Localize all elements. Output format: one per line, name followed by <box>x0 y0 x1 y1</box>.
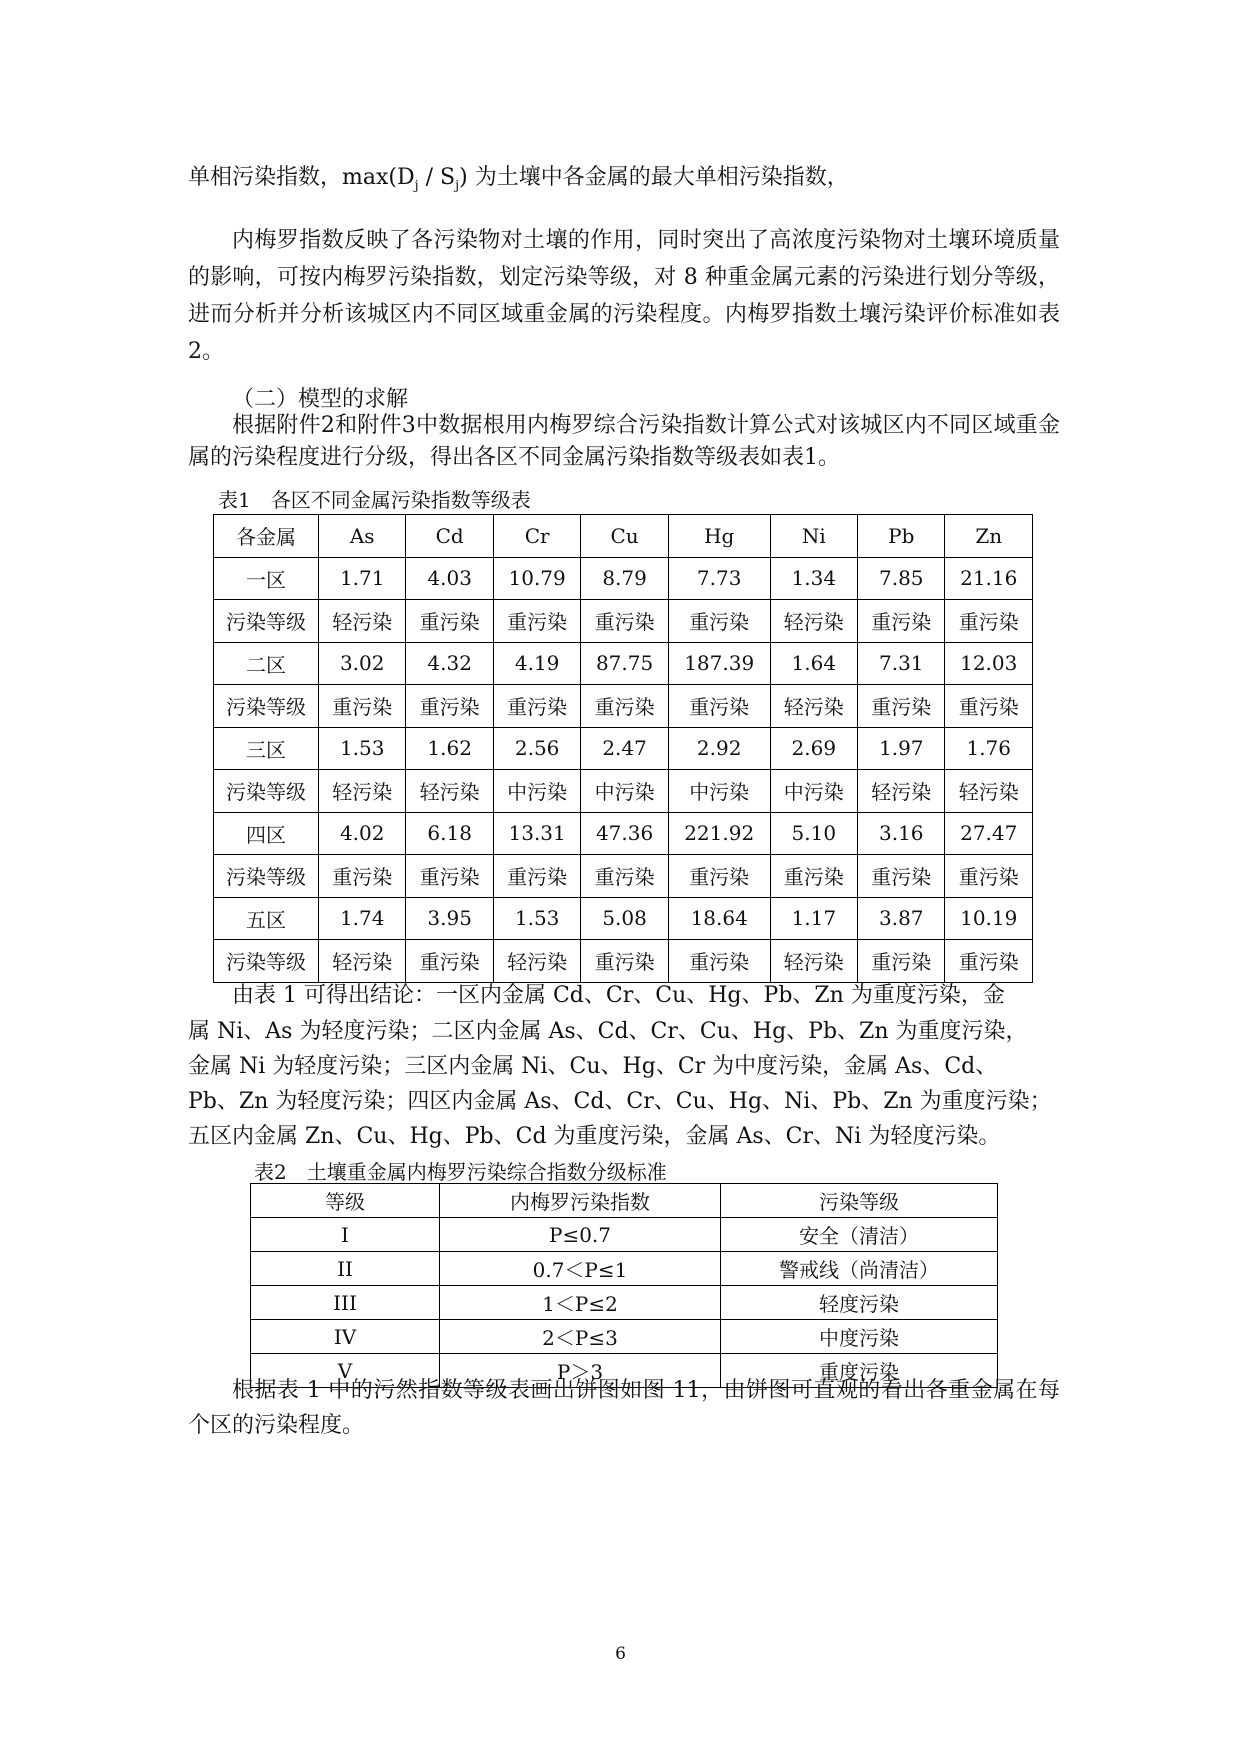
table-header-cell: 内梅罗污染指数 <box>440 1184 721 1218</box>
table-row <box>214 897 1033 940</box>
table-cell: 重污染 <box>493 600 580 643</box>
table-cell: 7.31 <box>858 642 945 685</box>
table-cell: 1.17 <box>770 897 857 940</box>
table-cell: 重污染 <box>668 685 770 728</box>
table-cell: 2.92 <box>668 727 770 770</box>
nemerow-grading-standard-table <box>250 1183 998 1388</box>
table-cell: 五区 <box>214 897 319 940</box>
table-cell: 重污染 <box>406 940 493 983</box>
table-cell: 21.16 <box>945 557 1033 600</box>
table-cell: 中度污染 <box>721 1320 998 1354</box>
table-cell: P≤0.7 <box>440 1218 721 1252</box>
table-row <box>214 812 1033 855</box>
table-cell: 7.85 <box>858 557 945 600</box>
table-cell: 重污染 <box>858 600 945 643</box>
table-cell: 中污染 <box>581 770 668 813</box>
table-cell: 轻度污染 <box>721 1286 998 1320</box>
table-cell: 47.36 <box>581 812 668 855</box>
table-cell: 6.18 <box>406 812 493 855</box>
table-cell: 重污染 <box>668 940 770 983</box>
table-cell: 2.47 <box>581 727 668 770</box>
table-cell: 1.71 <box>319 557 406 600</box>
conclusion-line: Pb、Zn 为轻度污染；四区内金属 As、Cd、Cr、Cu、Hg、Ni、Pb、Zn 为重度污染； <box>188 1089 1052 1114</box>
table-cell: 四区 <box>214 812 319 855</box>
table-cell: 重污染 <box>319 855 406 898</box>
table-cell: 警戒线（尚清洁） <box>721 1252 998 1286</box>
metal-pollution-index-table <box>213 514 1033 983</box>
table-cell: 4.02 <box>319 812 406 855</box>
table-cell: 3.02 <box>319 642 406 685</box>
table-cell: 污染等级 <box>214 600 319 643</box>
table-row <box>214 600 1033 643</box>
table-cell: 轻污染 <box>493 940 580 983</box>
table-cell: 8.79 <box>581 557 668 600</box>
table-cell: IV <box>251 1320 440 1354</box>
table-cell: V <box>251 1354 440 1388</box>
table-cell: 重污染 <box>319 685 406 728</box>
table-header-cell: Hg <box>668 515 770 558</box>
table-header-cell: Cu <box>581 515 668 558</box>
table-header-cell: Ni <box>770 515 857 558</box>
paragraph-top <box>188 160 849 193</box>
table-cell: 10.19 <box>945 897 1033 940</box>
table-header-cell: 污染等级 <box>721 1184 998 1218</box>
conclusion-line: 金属 Ni 为轻度污染；三区内金属 Ni、Cu、Hg、Cr 为中度污染，金属 As、Cd、 <box>188 1054 998 1079</box>
table-cell: 2.56 <box>493 727 580 770</box>
table-cell: II <box>251 1252 440 1286</box>
paragraph-nemerow-intro: 内梅罗指数反映了各污染物对土壤的作用，同时突出了高浓度污染物对土壤环境质量的影响，可按内梅罗污染指数，划定污染等级，对 8 种重金属元素的污染进行划分等级，进而分析并分析该城区内不同区域重金属的污染程度。内梅罗指数土壤污染评价标准如表 2。 <box>188 228 1060 364</box>
table-cell: 2＜P≤3 <box>440 1320 721 1354</box>
table-cell: 87.75 <box>581 642 668 685</box>
table-cell: P＞3 <box>440 1354 721 1388</box>
table-cell: 0.7＜P≤1 <box>440 1252 721 1286</box>
table-cell: 重污染 <box>945 940 1033 983</box>
table-cell: 重污染 <box>406 855 493 898</box>
table-cell: 重污染 <box>858 940 945 983</box>
paragraph-model-solution: 根据附件2和附件3中数据根用内梅罗综合污染指数计算公式对该城区内不同区域重金属的污染程度进行分级，得出各区不同金属污染指数等级表如表1。 <box>188 413 1060 470</box>
table-cell: 重污染 <box>858 685 945 728</box>
table-cell: 重污染 <box>945 600 1033 643</box>
table-header-cell: 各金属 <box>214 515 319 558</box>
table-row <box>214 727 1033 770</box>
table-cell: 3.95 <box>406 897 493 940</box>
table-cell: 1.64 <box>770 642 857 685</box>
table-cell: 27.47 <box>945 812 1033 855</box>
table-cell: 1.97 <box>858 727 945 770</box>
table-cell: 污染等级 <box>214 940 319 983</box>
table-cell: 轻污染 <box>770 940 857 983</box>
table-cell: 二区 <box>214 642 319 685</box>
table-cell: 重污染 <box>581 940 668 983</box>
table2-caption: 表2 土壤重金属内梅罗污染综合指数分级标准 <box>254 1160 667 1184</box>
table-cell: 2.69 <box>770 727 857 770</box>
max-ratio-formula: $\max(D_j / S_j)$ <box>342 165 468 194</box>
table-cell: 221.92 <box>668 812 770 855</box>
table-cell: 7.73 <box>668 557 770 600</box>
table-cell: 重污染 <box>858 855 945 898</box>
table-cell: 轻污染 <box>770 685 857 728</box>
table-cell: 中污染 <box>493 770 580 813</box>
table-cell: 重污染 <box>945 685 1033 728</box>
table-cell: 18.64 <box>668 897 770 940</box>
table-cell: 轻污染 <box>770 600 857 643</box>
table-cell: 5.10 <box>770 812 857 855</box>
page-number: 6 <box>615 1644 626 1664</box>
table-header-cell: As <box>319 515 406 558</box>
table-cell: 轻污染 <box>858 770 945 813</box>
table-cell: 污染等级 <box>214 770 319 813</box>
table-cell: 1.53 <box>319 727 406 770</box>
table-cell: 1＜P≤2 <box>440 1286 721 1320</box>
table-cell: 污染等级 <box>214 685 319 728</box>
paragraph-top-after: 为土壤中各金属的最大单相污染指数， <box>467 165 849 190</box>
table-cell: 轻污染 <box>406 770 493 813</box>
table-header-cell: 等级 <box>251 1184 440 1218</box>
table-header-cell: Zn <box>945 515 1033 558</box>
table-cell: 3.16 <box>858 812 945 855</box>
table-cell: I <box>251 1218 440 1252</box>
conclusion-line: 由表 1 可得出结论：一区内金属 Cd、Cr、Cu、Hg、Pb、Zn 为重度污染，金 <box>232 983 1005 1008</box>
table-cell: 1.62 <box>406 727 493 770</box>
table-cell: 1.34 <box>770 557 857 600</box>
table-cell: 重污染 <box>406 600 493 643</box>
table-cell: 1.74 <box>319 897 406 940</box>
table-row <box>214 557 1033 600</box>
table-cell: 10.79 <box>493 557 580 600</box>
table-cell: 重污染 <box>493 685 580 728</box>
table-row <box>251 1286 998 1320</box>
table-cell: 中污染 <box>668 770 770 813</box>
table-cell: III <box>251 1286 440 1320</box>
table-cell: 187.39 <box>668 642 770 685</box>
table-cell: 重污染 <box>581 855 668 898</box>
conclusion-line: 属 Ni、As 为轻度污染；二区内金属 As、Cd、Cr、Cu、Hg、Pb、Zn 为重度污染， <box>188 1019 1028 1044</box>
table-cell: 5.08 <box>581 897 668 940</box>
table-row <box>251 1320 998 1354</box>
table-row <box>214 685 1033 728</box>
table-cell: 13.31 <box>493 812 580 855</box>
table-row <box>251 1218 998 1252</box>
table-cell: 重污染 <box>770 855 857 898</box>
table-row <box>214 940 1033 983</box>
table-cell: 轻污染 <box>319 770 406 813</box>
table-row <box>214 642 1033 685</box>
table-header-cell: Pb <box>858 515 945 558</box>
table-cell: 轻污染 <box>319 940 406 983</box>
table-cell: 重污染 <box>668 855 770 898</box>
table-cell: 4.32 <box>406 642 493 685</box>
table-cell: 3.87 <box>858 897 945 940</box>
table-cell: 安全（清洁） <box>721 1218 998 1252</box>
table-header-row <box>214 515 1033 558</box>
table-cell: 三区 <box>214 727 319 770</box>
table-cell: 轻污染 <box>319 600 406 643</box>
table-cell: 重污染 <box>668 600 770 643</box>
table-cell: 污染等级 <box>214 855 319 898</box>
section-heading: （二）模型的求解 <box>232 387 409 412</box>
table1-caption: 表1 各区不同金属污染指数等级表 <box>218 488 531 512</box>
table-cell: 4.03 <box>406 557 493 600</box>
table-cell: 重污染 <box>581 600 668 643</box>
table-cell: 重污染 <box>581 685 668 728</box>
table-cell: 重污染 <box>493 855 580 898</box>
table-cell: 重污染 <box>945 855 1033 898</box>
table-row <box>251 1252 998 1286</box>
table-cell: 4.19 <box>493 642 580 685</box>
table-cell: 12.03 <box>945 642 1033 685</box>
table-cell: 重度污染 <box>721 1354 998 1388</box>
table-row <box>214 855 1033 898</box>
table-cell: 重污染 <box>406 685 493 728</box>
paragraph-top-before: 单相污染指数， <box>188 165 343 190</box>
table-row <box>214 770 1033 813</box>
table-cell: 一区 <box>214 557 319 600</box>
table-cell: 中污染 <box>770 770 857 813</box>
table-header-cell: Cr <box>493 515 580 558</box>
table-cell: 轻污染 <box>945 770 1033 813</box>
conclusion-line: 五区内金属 Zn、Cu、Hg、Pb、Cd 为重度污染，金属 As、Cr、Ni 为轻度污染。 <box>188 1124 1001 1149</box>
table-cell: 1.53 <box>493 897 580 940</box>
table-header-cell: Cd <box>406 515 493 558</box>
table-header-row <box>251 1184 998 1218</box>
table-cell: 1.76 <box>945 727 1033 770</box>
paragraph-pie-chart-note: 根据表 1 中的污然指数等级表画出饼图如图 11，由饼图可直观的看出各重金属在每个区的污染程度。 <box>188 1378 1060 1438</box>
